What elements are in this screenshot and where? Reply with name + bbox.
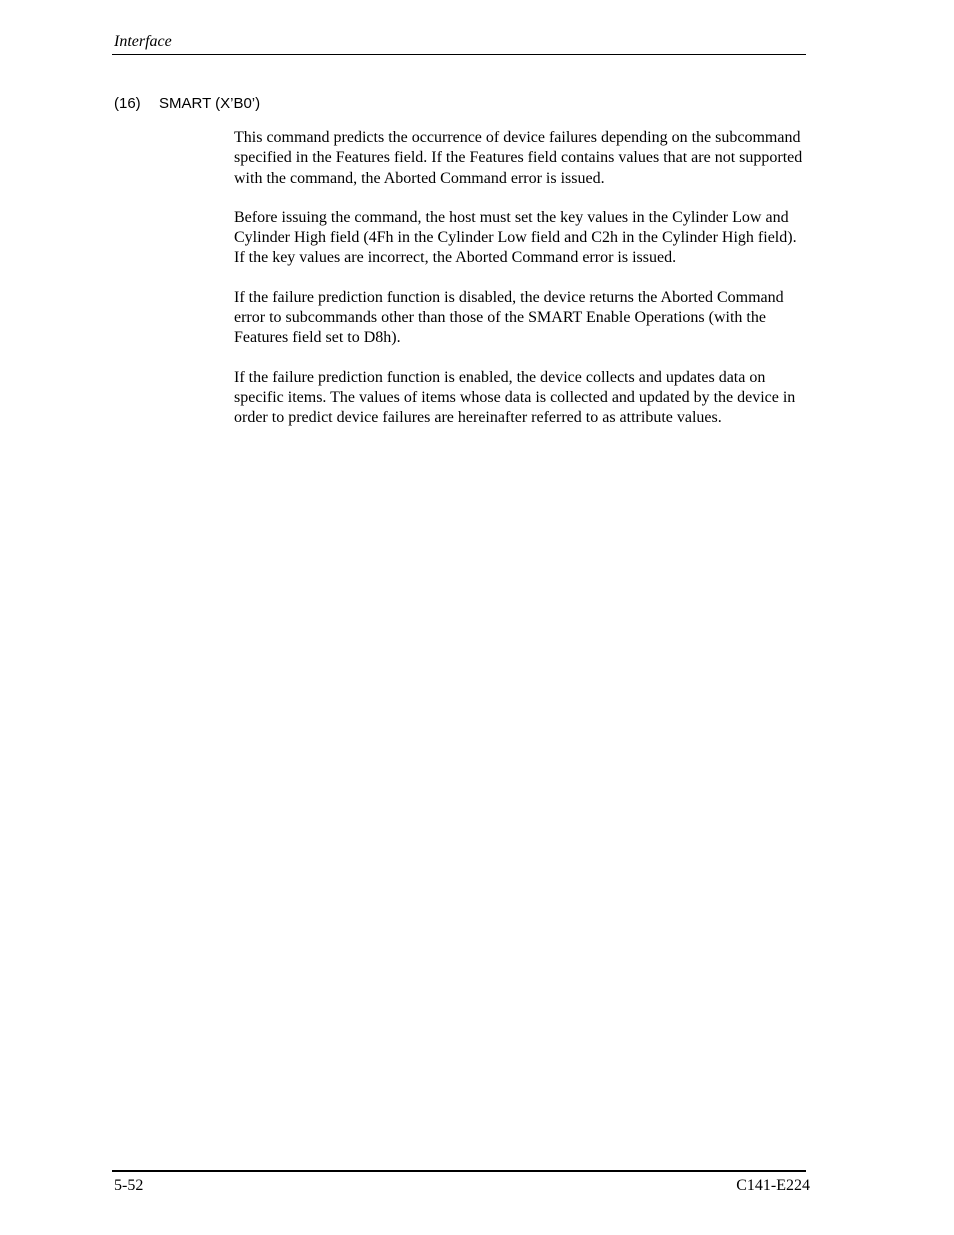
paragraph-command-description: This command predicts the occurrence of device failures depending on the subcommand specified in the Features field. If the Features field contains values that are not supported with the command, the Aborted Command error is issued.: [234, 129, 803, 187]
header-rule: [112, 54, 806, 55]
footer-rule: [112, 1170, 806, 1172]
document-id: C141-E224: [736, 1177, 810, 1194]
body-text: [234, 128, 806, 448]
section-number: (16): [114, 95, 141, 112]
section-title: SMART (X’B0’): [159, 95, 261, 112]
page-number: 5-52: [114, 1177, 144, 1194]
paragraph-prediction-disabled: If the failure prediction function is disabled, the device returns the Aborted Command error to subcommands other than those of the SMART Enable Operations (with the Features field set to D8h).: [234, 288, 784, 347]
running-header: Interface: [114, 33, 172, 50]
paragraph-key-values: Before issuing the command, the host must set the key values in the Cylinder Low and Cylinder High field (4Fh in the Cylinder Low field and C2h in the Cylinder High field). If the key values are incorrect, the Aborted Command error is issued.: [234, 208, 797, 267]
section-heading: [114, 94, 260, 114]
paragraph-prediction-enabled: If the failure prediction function is enabled, the device collects and updates data on specific items. The values of items whose data is collected and updated by the device in order to predict device failures are hereinafter referred to as attribute values.: [234, 368, 796, 427]
